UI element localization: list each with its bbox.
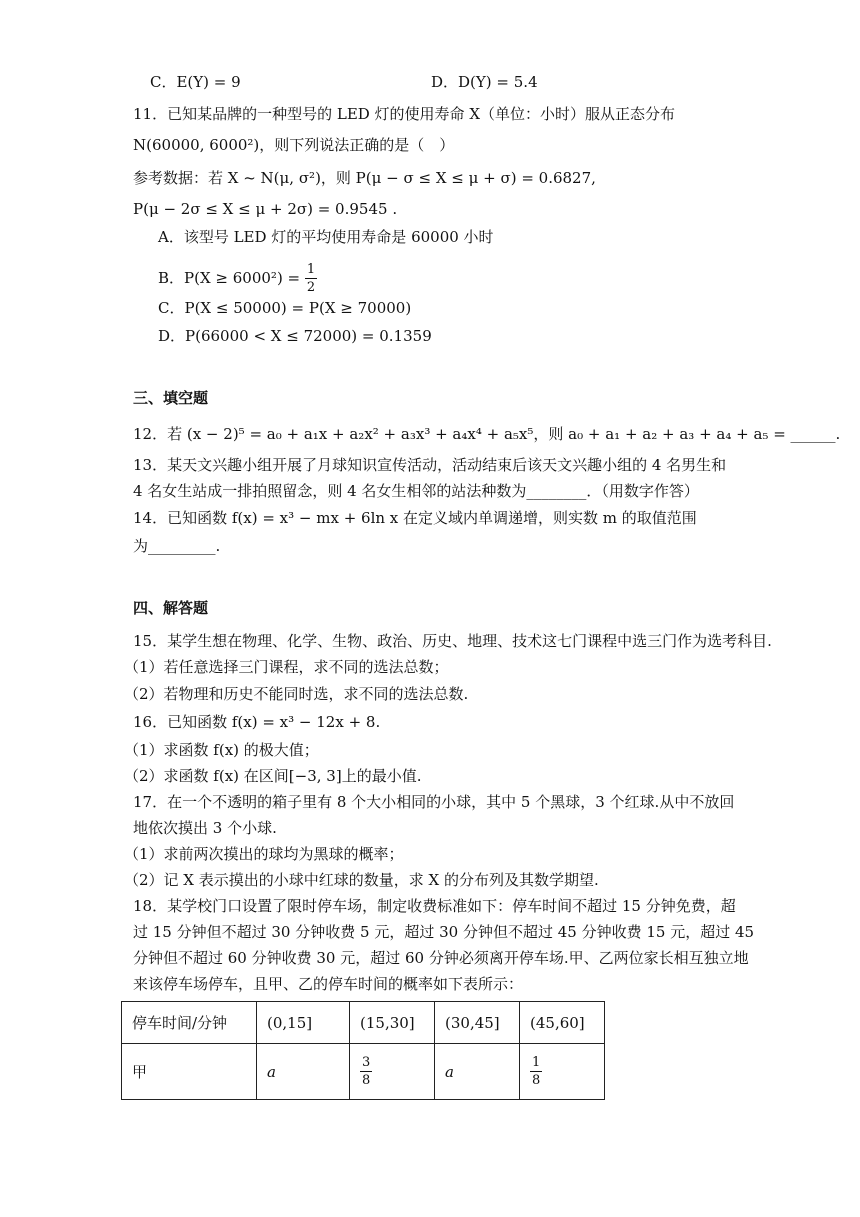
fraction-denominator: 8 xyxy=(532,1073,541,1088)
q16-line1: 16．已知函数 f(x) = x³ − 12x + 8. xyxy=(133,713,381,731)
q11-option-a: A．该型号 LED 灯的平均使用寿命是 60000 小时 xyxy=(158,228,494,246)
table-cell-fraction xyxy=(360,1054,372,1089)
table-cell xyxy=(350,1044,435,1100)
table-header-cell: (15,30] xyxy=(350,1002,435,1044)
q16-part2: （2）求函数 f(x) 在区间[−3, 3]上的最小值. xyxy=(124,767,422,785)
q11-reference-line2: P(μ − 2σ ≤ X ≤ μ + 2σ) = 0.9545 . xyxy=(133,200,398,218)
parking-probability-table xyxy=(121,1001,605,1100)
q12-text: 12．若 (x − 2)⁵ = a₀ + a₁x + a₂x² + a₃x³ + a₄x⁴ + a₅x⁵，则 a₀ + a₁ + a₂ + a₃ + a₄ + a₅ = ______. xyxy=(133,425,841,443)
table-header-cell: (45,60] xyxy=(520,1002,605,1044)
q18-line1: 18．某学校门口设置了限时停车场，制定收费标准如下：停车时间不超过 15 分钟免费，超 xyxy=(133,897,736,915)
fraction-denominator: 8 xyxy=(362,1073,371,1088)
q11-option-c: C．P(X ≤ 50000) = P(X ≥ 70000) xyxy=(158,299,412,317)
fraction-denominator: 2 xyxy=(306,279,316,295)
section-heading-answer: 四、解答题 xyxy=(133,599,209,617)
q17-part1: （1）求前两次摸出的球均为黑球的概率； xyxy=(124,845,404,863)
table-header-cell: (30,45] xyxy=(435,1002,520,1044)
q18-line4: 来该停车场停车，且甲、乙的停车时间的概率如下表所示： xyxy=(133,975,524,993)
q18-line3: 分钟但不超过 60 分钟收费 30 元，超过 60 分钟必须离开停车场.甲、乙两位家长相互独立地 xyxy=(133,949,749,967)
q11-reference-line1: 参考数据：若 X ~ N(μ, σ²)，则 P(μ − σ ≤ X ≤ μ + σ) = 0.6827, xyxy=(133,169,596,187)
table-header-row xyxy=(122,1002,605,1044)
fraction-numerator: 1 xyxy=(532,1055,541,1070)
q11-stem-line1: 11．已知某品牌的一种型号的 LED 灯的使用寿命 X（单位：小时）服从正态分布 xyxy=(133,105,676,123)
q11-option-b-text: B．P(X ≥ 6000²) = xyxy=(158,269,301,287)
q16-part1: （1）求函数 f(x) 的极大值； xyxy=(124,741,319,759)
table-row xyxy=(122,1044,605,1100)
table-cell-fraction xyxy=(530,1054,542,1089)
q13-line1: 13．某天文兴趣小组开展了月球知识宣传活动，活动结束后该天文兴趣小组的 4 名男生和 xyxy=(133,456,727,474)
table-header-cell: (0,15] xyxy=(257,1002,350,1044)
q14-line1: 14．已知函数 f(x) = x³ − mx + 6ln x 在定义域内单调递增，则实数 m 的取值范围 xyxy=(133,509,697,527)
q15-part2: （2）若物理和历史不能同时选，求不同的选法总数. xyxy=(124,685,469,703)
fraction-numerator: 1 xyxy=(306,261,316,277)
q11-option-b-fraction xyxy=(305,261,317,296)
q11-option-b xyxy=(158,258,317,298)
q13-line2: 4 名女生站成一排拍照留念，则 4 名女生相邻的站法种数为________．（用数字作答） xyxy=(133,482,699,500)
q10-option-c: C．E(Y) = 9 xyxy=(150,73,241,91)
q10-option-d: D．D(Y) = 5.4 xyxy=(431,73,538,91)
table-row-label: 甲 xyxy=(122,1044,257,1100)
fraction-numerator: 3 xyxy=(362,1055,371,1070)
section-heading-fill-blank: 三、填空题 xyxy=(133,389,209,407)
table-cell xyxy=(520,1044,605,1100)
table-cell: a xyxy=(435,1044,520,1100)
table-header-cell: 停车时间/分钟 xyxy=(122,1002,257,1044)
table-cell: a xyxy=(257,1044,350,1100)
q17-part2: （2）记 X 表示摸出的小球中红球的数量，求 X 的分布列及其数学期望. xyxy=(124,871,599,889)
q15-line1: 15．某学生想在物理、化学、生物、政治、历史、地理、技术这七门课程中选三门作为选考科目. xyxy=(133,632,772,650)
q15-part1: （1）若任意选择三门课程，求不同的选法总数； xyxy=(124,658,449,676)
q18-line2: 过 15 分钟但不超过 30 分钟收费 5 元，超过 30 分钟但不超过 45 分钟收费 15 元，超过 45 xyxy=(133,923,755,941)
q17-line1: 17．在一个不透明的箱子里有 8 个大小相同的小球，其中 5 个黑球，3 个红球.从中不放回 xyxy=(133,793,735,811)
q11-option-d: D．P(66000 < X ≤ 72000) = 0.1359 xyxy=(158,327,432,345)
q17-line2: 地依次摸出 3 个小球. xyxy=(133,819,277,837)
q11-stem-line2: N(60000, 6000²)，则下列说法正确的是（ ） xyxy=(133,136,455,154)
q14-line2: 为_________. xyxy=(133,537,221,555)
